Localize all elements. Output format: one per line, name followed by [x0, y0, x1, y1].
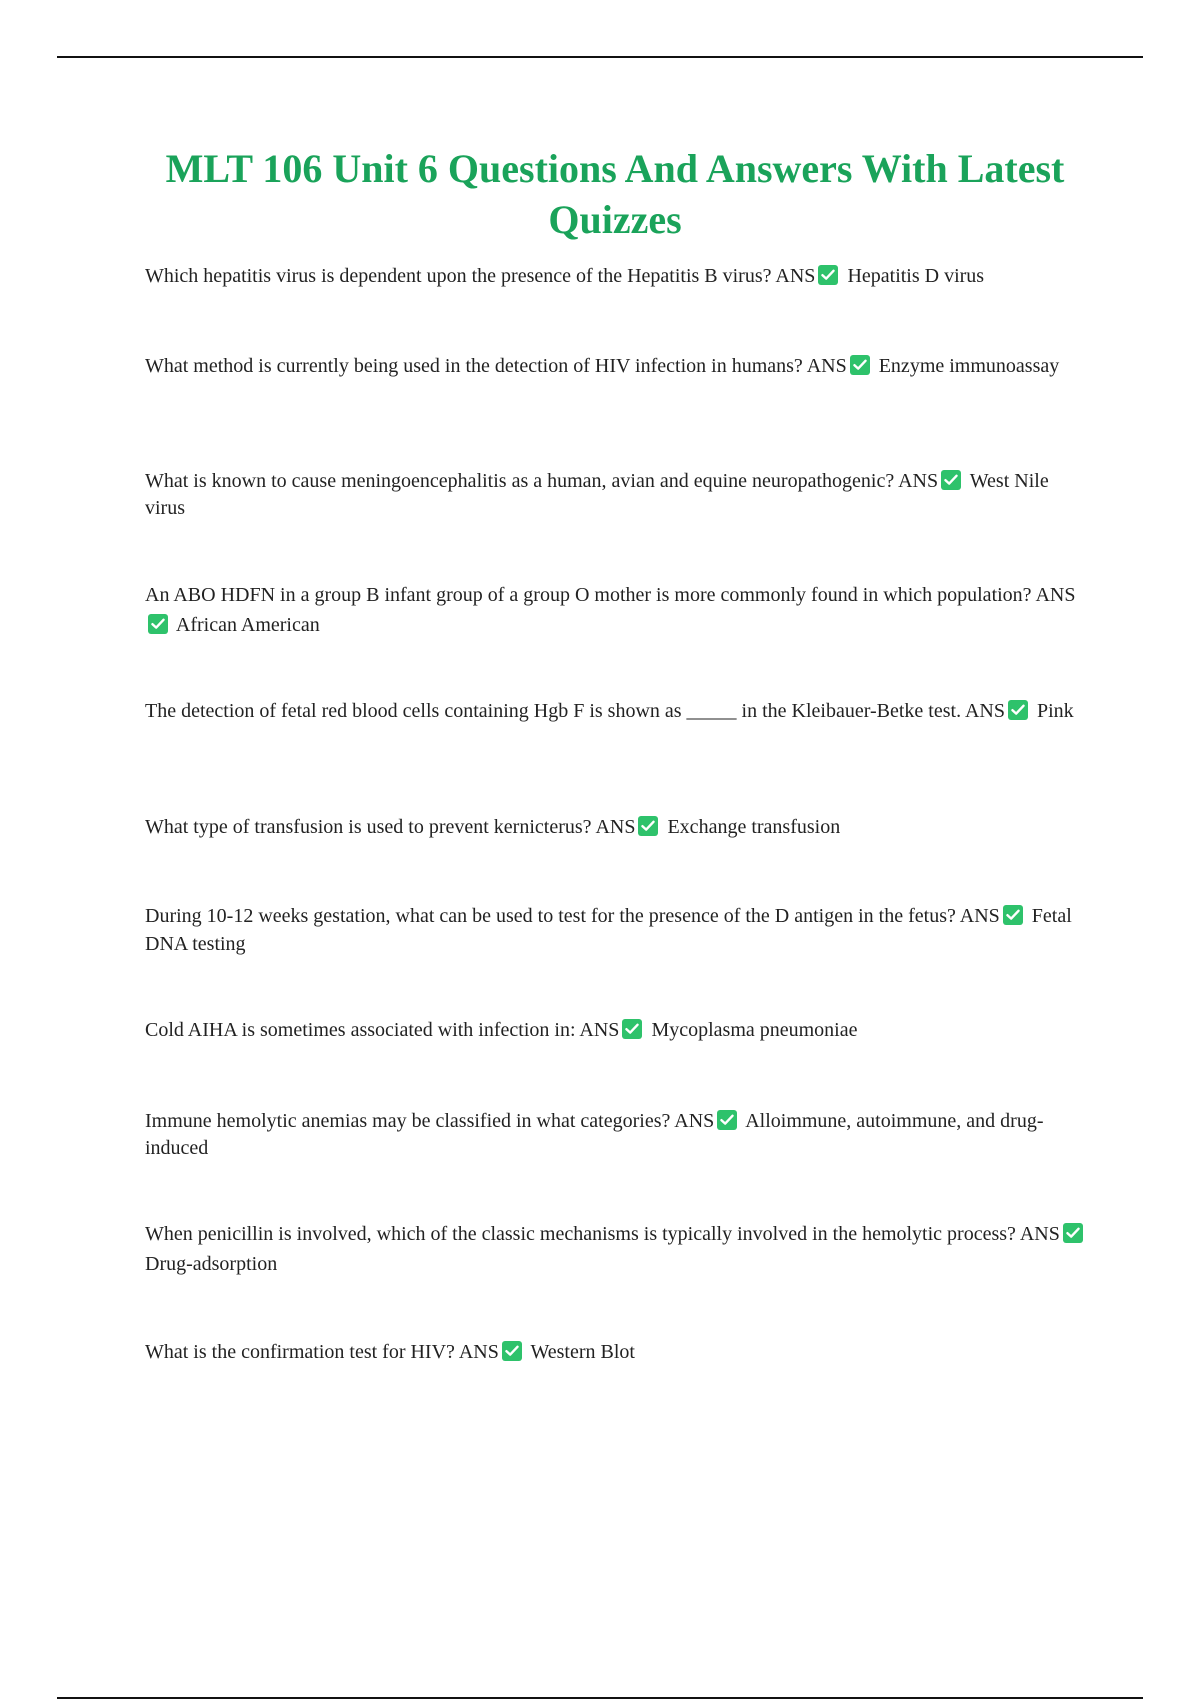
document-title: MLT 106 Unit 6 Questions And Answers With Latest Quizzes: [165, 146, 1065, 242]
question-text: Immune hemolytic anemias may be classified in what categories?: [145, 1110, 671, 1132]
qa-item-6: [145, 814, 1090, 841]
check-mark-icon: [941, 470, 961, 490]
answer-text: Pink: [1037, 700, 1074, 722]
answer-marker: ANS: [1019, 1223, 1060, 1245]
answer-marker: ANS: [806, 355, 847, 377]
answer-marker: ANS: [959, 905, 1000, 927]
qa-item-5: [145, 697, 1090, 726]
qa-item-8: [145, 1017, 1090, 1044]
answer-text: Enzyme immunoassay: [878, 355, 1060, 377]
answer-text: Drug-adsorption: [145, 1253, 278, 1275]
answer-text: Western Blot: [530, 1341, 635, 1363]
question-text: The detection of fetal red blood cells containing Hgb F is shown as _____ in the Kleibauer-Betke test.: [145, 700, 962, 722]
qa-item-11: [145, 1339, 1090, 1366]
answer-marker: ANS: [964, 700, 1005, 722]
answer-marker: ANS: [595, 816, 636, 838]
check-mark-icon: [1003, 905, 1023, 925]
check-mark-icon: [850, 355, 870, 375]
check-mark-icon: [622, 1019, 642, 1039]
qa-item-2: [145, 353, 1090, 380]
answer-text: Exchange transfusion: [667, 816, 841, 838]
answer-text: Fetal DNA testing: [145, 905, 1072, 955]
check-mark-icon: [502, 1341, 522, 1361]
question-text: What is known to cause meningoencephalitis as a human, avian and equine neuropathogenic?: [145, 470, 895, 492]
qa-item-3: [145, 468, 1090, 522]
answer-marker: ANS: [458, 1341, 499, 1363]
question-text: What type of transfusion is used to prevent kernicterus?: [145, 816, 592, 838]
answer-marker: ANS: [898, 470, 939, 492]
qa-item-4: [145, 580, 1090, 640]
qa-item-9: [145, 1108, 1090, 1162]
check-mark-icon: [818, 265, 838, 285]
answer-text: Hepatitis D virus: [847, 265, 985, 287]
question-text: Cold AIHA is sometimes associated with infection in:: [145, 1019, 576, 1041]
answer-text: Mycoplasma pneumoniae: [651, 1019, 858, 1041]
check-mark-icon: [1008, 700, 1028, 720]
question-text: During 10-12 weeks gestation, what can be used to test for the presence of the D antigen in the fetus?: [145, 905, 956, 927]
answer-text: Alloimmune, autoimmune, and drug-induced: [145, 1110, 1044, 1159]
answer-marker: ANS: [674, 1110, 715, 1132]
qa-item-1: [145, 263, 1090, 290]
question-text: An ABO HDFN in a group B infant group of a group O mother is more commonly found in which population?: [145, 584, 1032, 606]
qa-item-7: [145, 902, 1090, 958]
question-text: What is the confirmation test for HIV?: [145, 1341, 455, 1363]
answer-text: African American: [175, 614, 320, 636]
top-divider: [57, 56, 1143, 58]
check-mark-icon: [1063, 1223, 1083, 1243]
answer-marker: ANS: [1035, 584, 1076, 606]
check-mark-icon: [148, 614, 168, 634]
check-mark-icon: [638, 816, 658, 836]
check-mark-icon: [717, 1110, 737, 1130]
answer-text: West Nile virus: [145, 470, 1049, 519]
qa-item-10: [145, 1219, 1090, 1279]
answer-marker: ANS: [775, 265, 816, 287]
question-text: When penicillin is involved, which of the classic mechanisms is typically involved in the hemolytic process?: [145, 1223, 1016, 1245]
question-text: What method is currently being used in the detection of HIV infection in humans?: [145, 355, 803, 377]
question-text: Which hepatitis virus is dependent upon the presence of the Hepatitis B virus?: [145, 265, 772, 287]
bottom-divider: [57, 1697, 1143, 1699]
answer-marker: ANS: [579, 1019, 620, 1041]
